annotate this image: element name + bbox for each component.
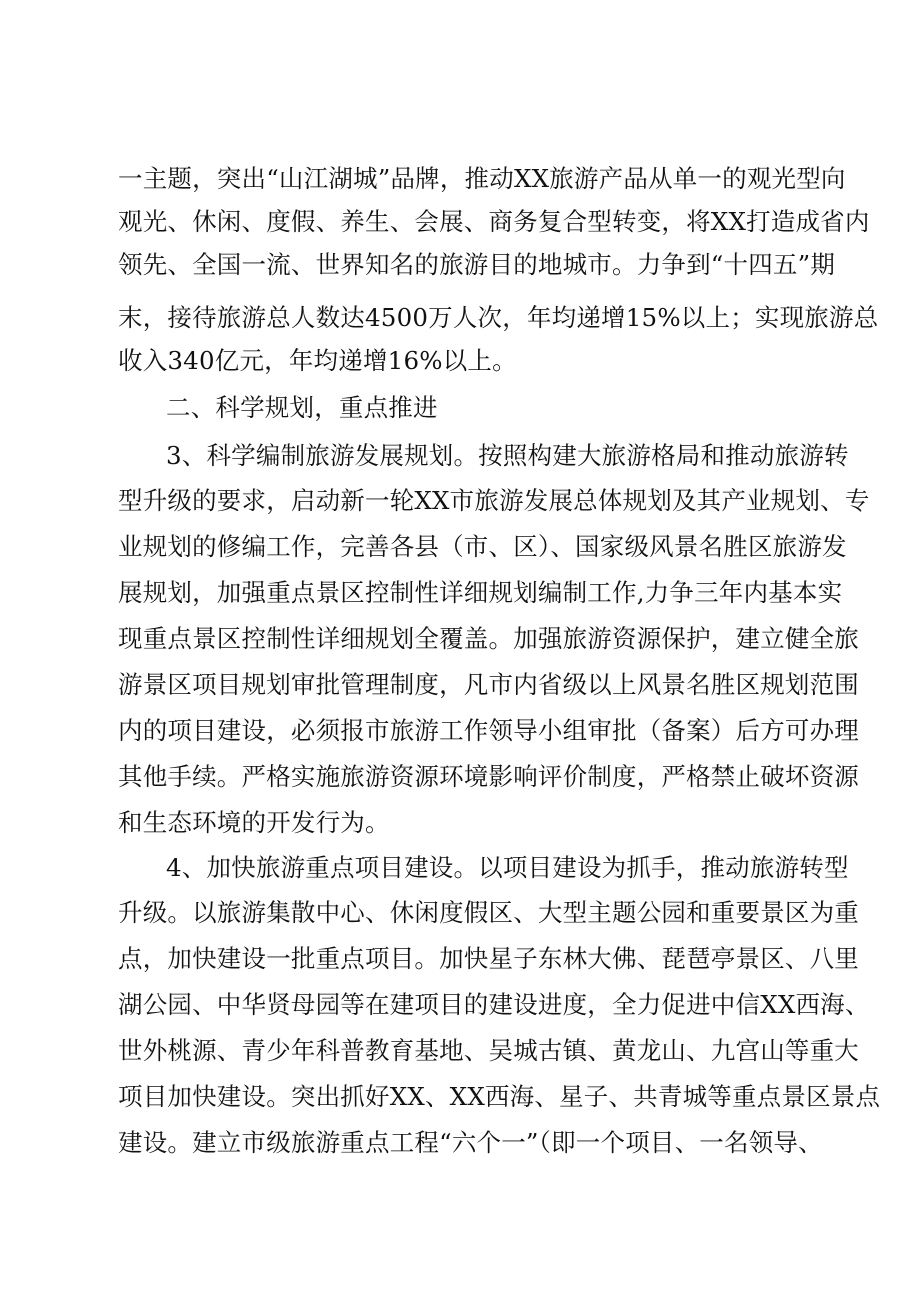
text-line: 项目加快建设。突出抓好XX、XX西海、星子、共青城等重点景区景点: [118, 1082, 881, 1111]
text-line: 现重点景区控制性详细规划全覆盖。加强旅游资源保护，建立健全旅: [118, 624, 859, 653]
text-line: 领先、全国一流、世界知名的旅游目的地城市。力争到“十四五”期: [118, 250, 836, 279]
paragraph-start-line: 3、科学编制旅游发展规划。按照构建大旅游格局和推动旅游转: [166, 441, 849, 470]
text-line: 观光、休闲、度假、养生、会展、商务复合型转变，将XX打造成省内: [118, 207, 870, 236]
text-line: 点，加快建设一批重点项目。加快星子东林大佛、琵琶亭景区、八里: [118, 944, 859, 973]
paragraph-start-line: 4、加快旅游重点项目建设。以项目建设为抓手，推动旅游转型: [166, 853, 849, 882]
text-line: 展规划，加强重点景区控制性详细规划编制工作,力争三年内基本实: [118, 578, 843, 607]
text-line: 和生态环境的开发行为。: [118, 808, 390, 837]
text-line: 建设。建立市级旅游重点工程“六个一”（即一个项目、一名领导、: [118, 1128, 823, 1157]
text-line: 收入340亿元，年均递增16%以上。: [118, 346, 517, 375]
section-heading: 二、科学规划，重点推进: [166, 393, 438, 422]
text-line: 其他手续。严格实施旅游资源环境影响评价制度，严格禁止破坏资源: [118, 762, 859, 791]
text-line: 游景区项目规划审批管理制度，凡市内省级以上风景名胜区规划范围: [118, 670, 859, 699]
text-line: 湖公园、中华贤母园等在建项目的建设进度，全力促进中信XX西海、: [118, 990, 870, 1019]
text-line: 末，接待旅游总人数达4500万人次，年均递增15%以上；实现旅游总: [118, 303, 879, 332]
text-line: 业规划的修编工作，完善各县（市、区）、国家级风景名胜区旅游发: [118, 532, 847, 561]
text-line: 型升级的要求，启动新一轮XX市旅游发展总体规划及其产业规划、专: [118, 486, 870, 515]
text-line: 内的项目建设，必须报市旅游工作领导小组审批（备案）后方可办理: [118, 716, 859, 745]
text-line: 升级。以旅游集散中心、休闲度假区、大型主题公园和重要景区为重: [118, 898, 859, 927]
text-line: 世外桃源、青少年科普教育基地、吴城古镇、黄龙山、九宫山等重大: [118, 1036, 859, 1065]
text-line: 一主题，突出“山江湖城”品牌，推动XX旅游产品从单一的观光型向: [118, 164, 846, 193]
